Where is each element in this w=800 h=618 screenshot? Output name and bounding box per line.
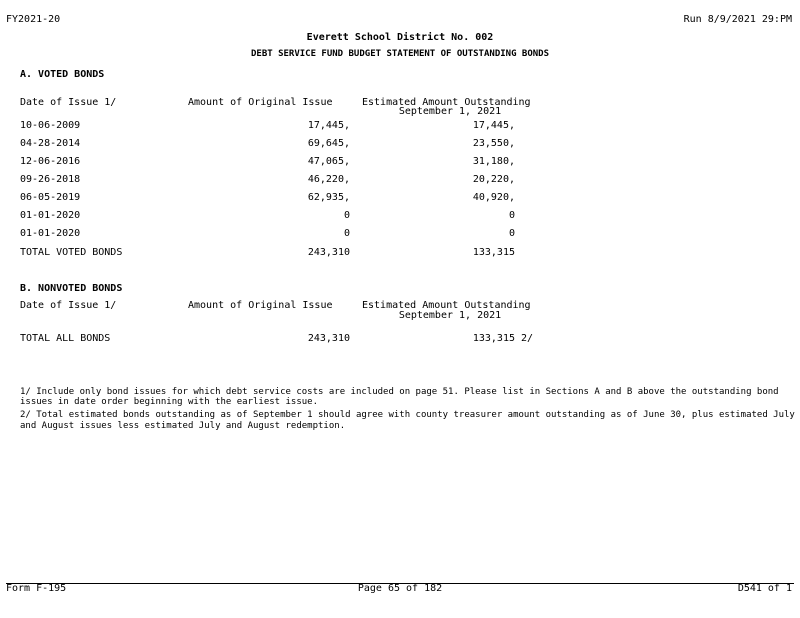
footnote-2-line-1: 2/ Total estimated bonds outstanding as of September 1 should agree with county treasurer amount outstanding as of June 30, plus estimated July [20,410,795,420]
footnote-1-line-1: 1/ Include only bond issues for which debt service costs are included on page 51. Please list in Sections A and B above the outstanding bond [20,387,779,397]
section-a-heading: A. VOTED BONDS [20,69,105,80]
original-amount: 62,935, [307,192,350,203]
form-number: Form F-195 [6,583,67,594]
outstanding-amount: 0 [508,210,515,221]
outstanding-amount: 40,920, [472,192,515,203]
original-amount: 47,065, [307,156,350,167]
outstanding-amount: 23,550, [472,138,515,149]
issue-date: 04-28-2014 [20,138,81,149]
section-b-heading: B. NONVOTED BONDS [20,283,123,294]
total-all-amount: 243,310 [307,333,350,344]
statement-title: DEBT SERVICE FUND BUDGET STATEMENT OF OUTSTANDING BONDS [250,49,549,59]
total-all-footnote-ref: 2/ [521,333,534,344]
fiscal-year: FY2021-20 [6,14,61,25]
original-amount: 46,220, [307,174,350,185]
col-estimated-date: September 1, 2021 [398,310,502,321]
col-estimated-header: Estimated Amount Outstanding [362,300,531,311]
original-amount: 0 [343,210,350,221]
outstanding-amount: 0 [508,228,515,239]
issue-date: 10-06-2009 [20,120,81,131]
total-all-outstanding: 133,315 [472,333,515,344]
district-name: Everett School District No. 002 [306,32,494,43]
issue-date: 01-01-2020 [20,210,81,221]
run-stamp: Run 8/9/2021 29:PM [683,14,792,25]
document-number: D541 of 1 [737,583,792,594]
outstanding-amount: 17,445, [472,120,515,131]
original-amount: 17,445, [307,120,350,131]
footnote-1-line-2: issues in date order beginning with the earliest issue. [20,397,319,407]
original-amount: 69,645, [307,138,350,149]
col-date-header: Date of Issue 1/ [20,300,117,311]
col-date-header: Date of Issue 1/ [20,97,117,108]
outstanding-amount: 31,180, [472,156,515,167]
page-number: Page 65 of 182 [357,583,443,594]
issue-date: 12-06-2016 [20,156,81,167]
original-amount: 0 [343,228,350,239]
col-amount-header: Amount of Original Issue [188,300,333,311]
total-voted-amount: 243,310 [307,247,350,258]
outstanding-amount: 20,220, [472,174,515,185]
footnote-2-line-2: and August issues less estimated July and August redemption. [20,421,346,431]
issue-date: 01-01-2020 [20,228,81,239]
issue-date: 09-26-2018 [20,174,81,185]
total-all-label: TOTAL ALL BONDS [20,333,111,344]
col-amount-header: Amount of Original Issue [188,97,333,108]
col-estimated-date: September 1, 2021 [398,106,502,117]
total-voted-label: TOTAL VOTED BONDS [20,247,123,258]
total-voted-outstanding: 133,315 [472,247,515,258]
issue-date: 06-05-2019 [20,192,81,203]
col-estimated-header: Estimated Amount Outstanding [362,97,531,108]
